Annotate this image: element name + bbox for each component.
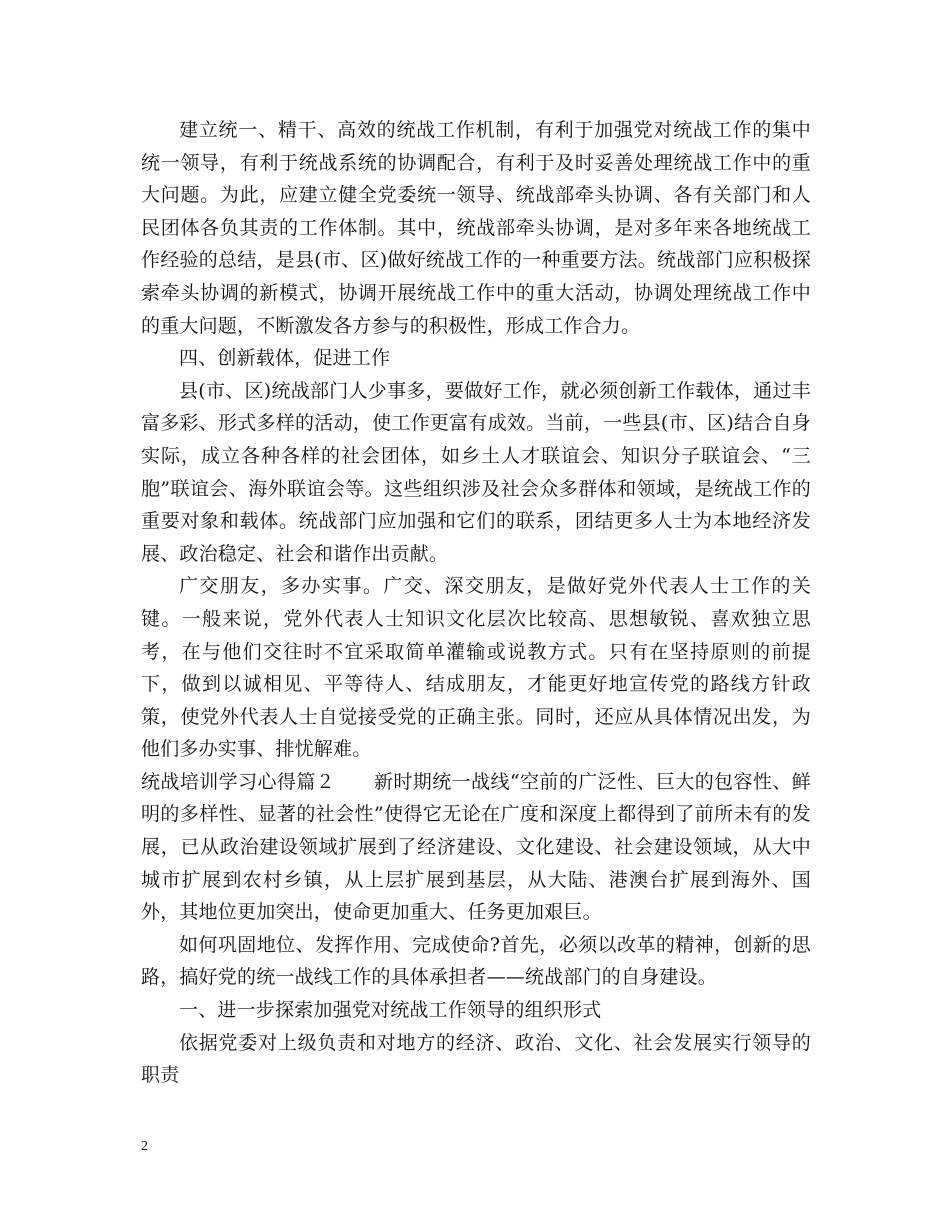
section-heading-innovate-carriers: 四、创新载体，促进工作 (179, 347, 391, 370)
page-number: 2 (141, 1139, 148, 1154)
section-heading-organization-form: 一、进一步探索加强党对统战工作领导的组织形式 (179, 999, 602, 1022)
paragraph-work-mechanism: 建立统一、精干、高效的统战工作机制，有利于加强党对统战工作的集中统一领导，有利于统战系统的协调配合，有利于及时妥善处理统战工作中的重大问题。为此，应建立健全党委统一领导、统战部牵头协调、各有关部门和人民团体各负其责的工作体制。其中，统战部牵头协调，是对多年来各地统战工作经验的总结，是县(市、区)做好统战工作的一种重要方法。统战部门应积极探索牵头协调的新模式，协调开展统战工作中的重大活动，协调处理统战工作中的重大问题，不断激发各方参与的积极性，形成工作合力。 (141, 119, 811, 337)
paragraph-party-committee-duties: 依据党委对上级负责和对地方的经济、政治、文化、社会发展实行领导的职责 (141, 1031, 811, 1087)
paragraph-article-2-intro: 统战培训学习心得篇２ 新时期统一战线“空前的广泛性、巨大的包容性、鲜明的多样性、显著的社会性”使得它无论在广度和深度上都得到了前所未有的发展，已从政治建设领域扩展到了经济建设、文化建设、社会建设领域，从大中城市扩展到农村乡镇，从上层扩展到基层，从大陆、港澳台扩展到海外、国外，其地位更加突出，使命更加重大、任务更加艰巨。 (141, 770, 811, 924)
paragraph-make-friends: 广交朋友，多办实事。广交、深交朋友，是做好党外代表人士工作的关键。一般来说，党外代表人士知识文化层次比较高、思想敏锐、喜欢独立思考，在与他们交往时不宜采取简单灌输或说教方式。只有在坚持原则的前提下，做到以诚相见、平等待人、结成朋友，才能更好地宣传党的路线方针政策，使党外代表人士自觉接受党的正确主张。同时，还应从具体情况出发，为他们多办实事、排忧解难。 (141, 575, 811, 761)
document-body (141, 114, 811, 1092)
paragraph-innovate-carriers: 县(市、区)统战部门人少事多，要做好工作，就必须创新工作载体，通过丰富多彩、形式多样的活动，使工作更富有成效。当前，一些县(市、区)结合自身实际，成立各种各样的社会团体，如乡土人才联谊会、知识分子联谊会、“三胞”联谊会、海外联谊会等。这些组织涉及社会众多群体和领域，是统战工作的重要对象和载体。统战部门应加强和它们的联系，团结更多人士为本地经济发展、政治稳定、社会和谐作出贡献。 (141, 379, 811, 565)
paragraph-consolidate-status: 如何巩固地位、发挥作用、完成使命?首先，必须以改革的精神，创新的思路，搞好党的统一战线工作的具体承担者——统战部门的自身建设。 (141, 933, 811, 989)
